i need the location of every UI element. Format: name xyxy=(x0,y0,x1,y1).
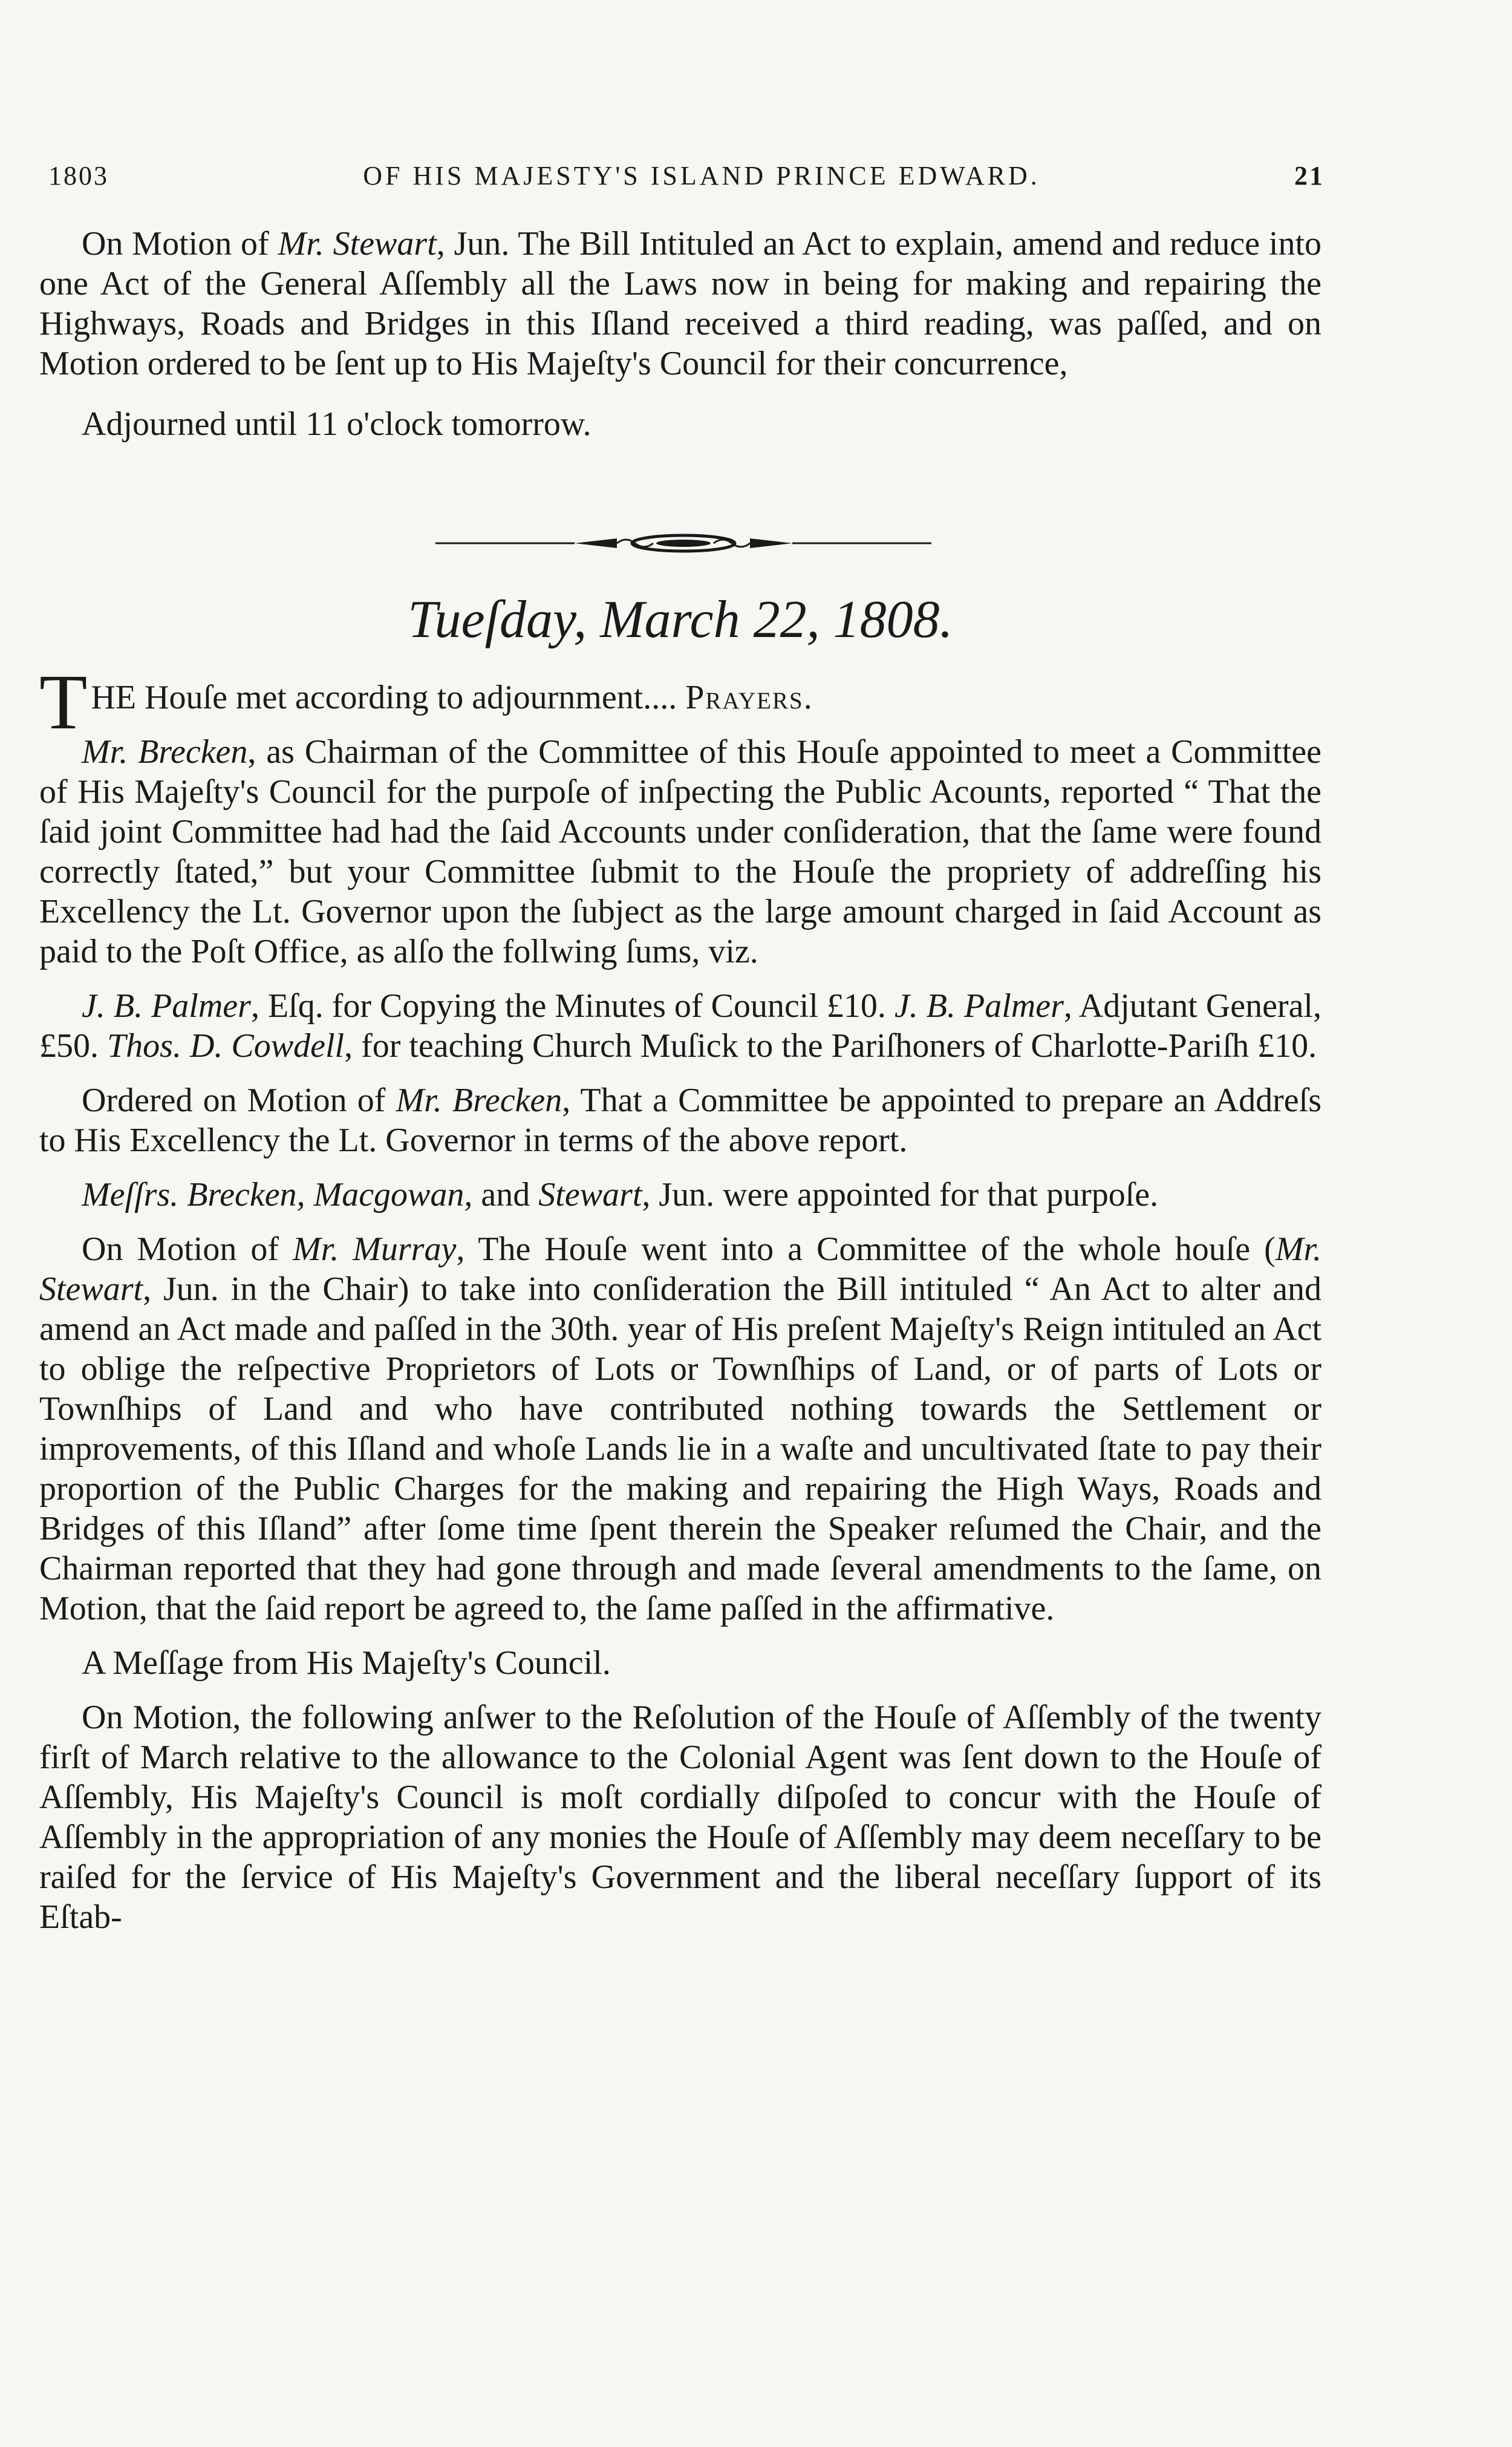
ornament-divider xyxy=(435,531,931,555)
paragraph xyxy=(39,986,1321,1066)
main-text-block xyxy=(39,659,1322,1952)
person-name: Mr. Stewart xyxy=(39,1230,1322,1308)
text-run: , Jun. were appointed for that purpoſe. xyxy=(642,1176,1159,1214)
paragraph xyxy=(39,732,1321,972)
person-name: Mr. Stewart xyxy=(278,225,437,263)
person-name: Mr. Brecken xyxy=(82,733,248,771)
prayers-label: Prayers xyxy=(685,679,804,716)
dateline: Tueſday, March 22, 1808. xyxy=(408,590,953,649)
header-year: 1803 xyxy=(48,161,109,191)
paragraph: A Meſſage from His Majeſty's Council. xyxy=(82,1644,611,1682)
text-run: , Jun. The Bill Intituled an Act to explain, amend and reduce into one Act of the General Aſſembly all the Laws now in being for making and repairing the Highways, Roads and Bridges in this Iſland received a third reading, was paſſed, and on Motion ordered to be ſent up to His Majeſty's Council for their concurrence, xyxy=(39,225,1321,382)
person-name: Thos. D. Cowdell xyxy=(107,1027,345,1065)
text-run: , Adjutant General, £50. xyxy=(39,987,1321,1065)
paragraph xyxy=(39,224,1321,384)
text-run: , The Houſe went into a Committee of the whole houſe ( xyxy=(456,1230,1276,1268)
text-run: , Eſq. for Copying the Minutes of Council £10. xyxy=(250,987,894,1025)
text-run: HE Houſe met according to adjournment.... xyxy=(91,679,686,716)
text-run: , as Chairman of the Committee of this Houſe appointed to meet a Committee of His Majeſty's Council for the purpoſe of inſpecting the Public Acounts, reported “ That the ſaid joint Committee had had the ſaid Accounts under conſideration, that the ſame were found correctly ſtated,” but your Committee ſubmit to the Houſe the propriety of addreſſing his Excellency the Lt. Governor upon the ſubject as the large amount charged in ſaid Account as paid to the Poſt Office, as alſo the follwing ſums, viz. xyxy=(39,733,1322,970)
text-run: Ordered on Motion of xyxy=(82,1082,396,1119)
paragraph xyxy=(39,1080,1321,1160)
header-title: OF HIS MAJESTY'S ISLAND PRINCE EDWARD. xyxy=(363,161,1040,191)
opening-paragraph: THE Houſe met according to adjournment.... Prayers. xyxy=(39,659,812,746)
text-run: and xyxy=(472,1176,539,1214)
person-name: Stewart xyxy=(538,1176,642,1214)
paragraph: On Motion, the following anſwer to the Reſolution of the Houſe of Aſſembly of the twenty firſt of March relative to the allowance to the Colonial Agent was ſent down to the Houſe of Aſſembly, His Majeſty's Council is moſt cordially diſpoſed to concur with the Houſe of Aſſembly in the appropriation of any monies the Houſe of Aſſembly may deem neceſſary to be raiſed for the ſervice of His Majeſty's Government and the liberal neceſſary ſupport of its Eſtab- xyxy=(39,1699,1321,1936)
top-text-block xyxy=(39,224,1321,444)
text-run: , Jun. in the Chair) to take into conſideration the Bill intituled “ An Act to alter and amend an Act made and paſſed in the 30th. year of His preſent Majeſty's Reign intituled an Act to oblige the reſpective Proprietors of Lots or Townſhips of Land, or of parts of Lots or Townſhips of Land and who have contributed nothing towards the Settlement or improvements, of this Iſland and whoſe Lands lie in a waſte and uncultivated ſtate to pay their proportion of the Public Charges for the making and repairing the High Ways, Roads and Bridges of this Iſland” after ſome time ſpent therein the Speaker reſumed the Chair, and the Chairman reported that they had gone through and made ſeveral amendments to the ſame, on Motion, that the ſaid report be agreed to, the ſame paſſed in the affirmative. xyxy=(39,1270,1321,1627)
person-name: J. B. Palmer xyxy=(82,987,251,1025)
text-run: On Motion of xyxy=(82,1230,293,1268)
person-name: Mr. Brecken xyxy=(396,1082,562,1119)
paragraph xyxy=(39,1175,1321,1215)
person-name: J. B. Palmer xyxy=(894,987,1064,1025)
text-run: , for teaching Church Muſick to the Pariſhoners of Charlotte-Pariſh £10. xyxy=(344,1027,1317,1065)
text-run: On Motion of xyxy=(82,225,278,263)
page-number: 21 xyxy=(1294,161,1325,191)
person-names: Meſſrs. Brecken, Macgowan, xyxy=(82,1176,473,1214)
text-run: , That a Committee be appointed to prepare an Addreſs to His Excellency the Lt. Governor in terms of the above report. xyxy=(39,1082,1321,1159)
adjournment-line: Adjourned until 11 o'clock tomorrow. xyxy=(82,405,591,443)
paragraph xyxy=(39,1229,1321,1629)
person-name: Mr. Murray xyxy=(292,1230,457,1268)
drop-cap: T xyxy=(39,659,88,746)
running-head xyxy=(48,160,1325,197)
